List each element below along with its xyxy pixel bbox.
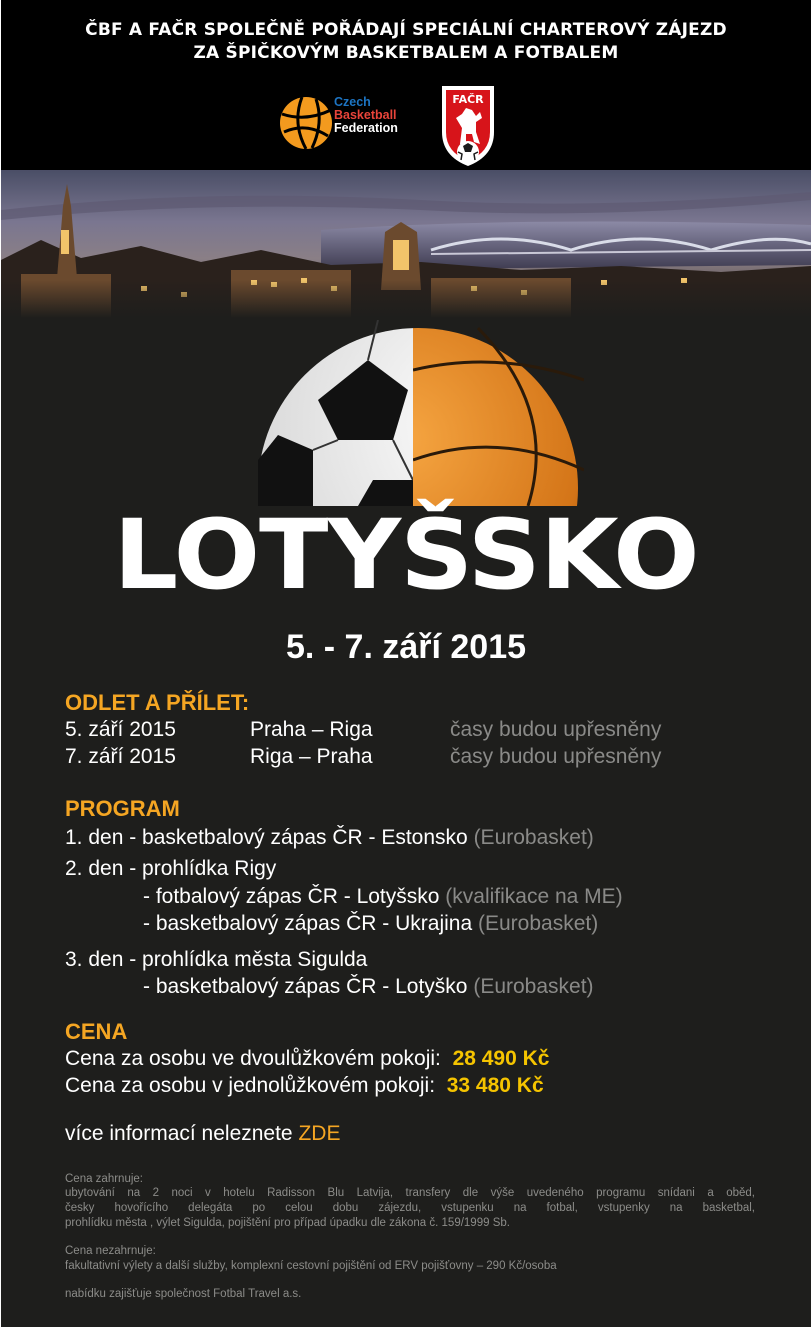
- trip-dates: 5. - 7. září 2015: [285, 628, 527, 666]
- day-3-item-2-note: (Eurobasket): [473, 975, 594, 998]
- headline-line-1: ČBF A FAČR SPOLEČNĚ POŘÁDAJÍ SPECIÁLNÍ CHARTEROVÝ ZÁJEZD: [85, 20, 727, 40]
- day-3-item-2-text: - basketbalový zápas ČR - Lotyško: [143, 975, 468, 998]
- program-day-2: [65, 856, 276, 882]
- day-1-item-1-note: (Eurobasket): [473, 826, 594, 849]
- basketball-icon: [276, 92, 336, 154]
- football-basketball-icon: [258, 320, 584, 506]
- day-1-prefix: 1. den: [65, 826, 124, 849]
- excludes-heading: Cena nezahrnuje:: [65, 1245, 156, 1257]
- price-double-value: 28 490 Kč: [452, 1047, 550, 1070]
- flight-1-date: 5. září 2015: [65, 718, 176, 741]
- price-row-double: [65, 1046, 549, 1072]
- day-2-prefix: 2. den: [65, 857, 124, 880]
- destination-title: LOTYŠSKO: [113, 499, 699, 611]
- program-day-3: [65, 947, 367, 973]
- day-3-item-1: - prohlídka města Sigulda: [129, 948, 368, 971]
- cbf-word-2: Basketball: [334, 108, 397, 122]
- program-day-1: [65, 825, 594, 851]
- day-2-item-2-text: - fotbalový zápas ČR - Lotyšsko: [143, 885, 440, 908]
- cbf-word-3: Federation: [334, 121, 398, 135]
- day-3-prefix: 3. den: [65, 948, 124, 971]
- flights-heading: ODLET A PŘÍLET:: [65, 690, 250, 715]
- cbf-wordmark: [334, 96, 398, 135]
- riga-skyline-photo: [1, 170, 811, 318]
- day-2-item-2: [143, 884, 623, 910]
- includes-line-3: prohlídku města , výlet Sigulda, pojištění pro případ úpadku dle zákona č. 159/1999 Sb.: [65, 1217, 510, 1229]
- price-single-label: Cena za osobu v jednolůžkovém pokoji:: [65, 1074, 436, 1097]
- poster: [1, 0, 811, 1327]
- more-info-link[interactable]: ZDE: [298, 1122, 341, 1145]
- flight-1-note: časy budou upřesněny: [450, 718, 662, 741]
- header-bar: [1, 0, 811, 170]
- day-2-item-3: [143, 911, 598, 937]
- includes-heading: Cena zahrnuje:: [65, 1173, 143, 1185]
- excludes-text: fakultativní výlety a další služby, komplexní cestovní pojištění od ERV pojišťovny – 290 Kč/osoba: [65, 1260, 557, 1272]
- price-double-label: Cena za osobu ve dvoulůžkovém pokoji:: [65, 1047, 441, 1070]
- facr-logo: [438, 82, 498, 168]
- day-1-item-1: - basketbalový zápas ČR - Estonsko: [129, 826, 468, 849]
- day-2-item-3-text: - basketbalový zápas ČR - Ukrajina: [143, 912, 473, 935]
- headline: [1, 19, 811, 65]
- organizer-note: nabídku zajišťuje společnost Fotbal Travel a.s.: [65, 1288, 302, 1300]
- day-2-item-1: - prohlídka Rigy: [129, 857, 277, 880]
- price-heading: CENA: [65, 1019, 128, 1044]
- day-3-item-2: [143, 974, 594, 1000]
- facr-text: FAČR: [452, 93, 484, 106]
- more-info: [65, 1121, 340, 1147]
- price-row-single: [65, 1073, 544, 1099]
- flight-2-route: Riga – Praha: [250, 745, 373, 768]
- includes-line-1: ubytování na 2 noci v hotelu Radisson Blu Latvija, transfery dle výše uvedeného programu snídani a oběd,: [65, 1187, 755, 1199]
- price-single-value: 33 480 Kč: [446, 1074, 544, 1097]
- day-2-item-2-note: (kvalifikace na ME): [445, 885, 623, 908]
- flight-2-note: časy budou upřesněny: [450, 745, 662, 768]
- flight-2-date: 7. září 2015: [65, 745, 176, 768]
- flight-1-route: Praha – Riga: [250, 718, 373, 741]
- headline-line-2: ZA ŠPIČKOVÝM BASKETBALEM A FOTBALEM: [193, 43, 619, 63]
- includes-line-2: česky hovořícího delegáta po celou dobu zájezdu, vstupenku na fotbal, vstupenky na basketbal,: [65, 1202, 755, 1214]
- program-heading: PROGRAM: [65, 796, 180, 821]
- cbf-word-1: Czech: [334, 95, 371, 109]
- cbf-logo: [276, 88, 416, 154]
- more-info-text: více informací neleznete: [65, 1122, 293, 1145]
- day-2-item-3-note: (Eurobasket): [477, 912, 599, 935]
